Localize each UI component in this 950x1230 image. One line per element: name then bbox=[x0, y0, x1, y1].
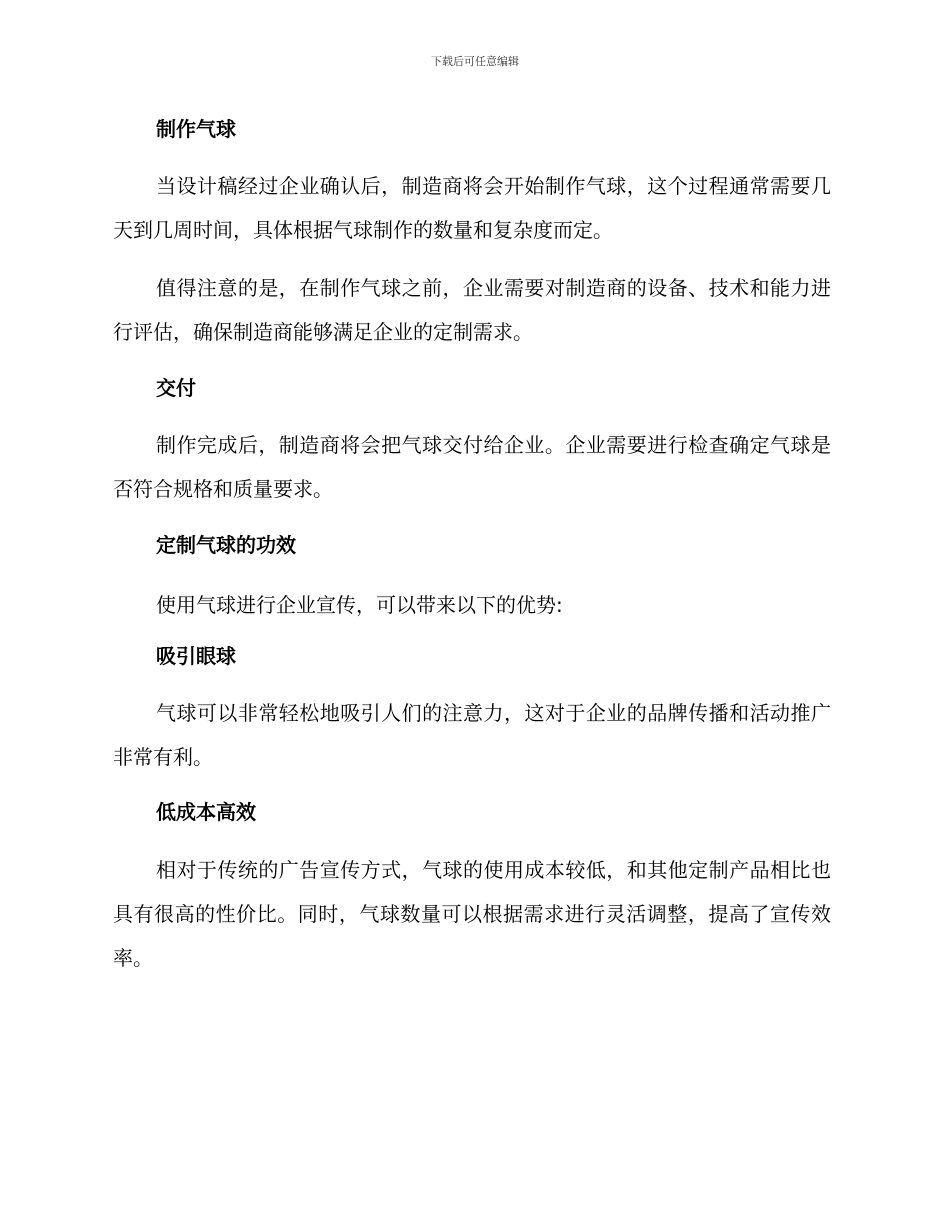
paragraph-manufacturer-evaluation: 值得注意的是，在制作气球之前，企业需要对制造商的设备、技术和能力进行评估，确保制造商能够满足企业的定制需求。 bbox=[113, 276, 831, 344]
paragraph-delivery: 制作完成后，制造商将会把气球交付给企业。企业需要进行检查确定气球是否符合规格和质量要求。 bbox=[113, 433, 831, 501]
document-body bbox=[113, 110, 831, 980]
section-heading-balloon-making: 制作气球 bbox=[156, 117, 236, 141]
paragraph-low-cost: 相对于传统的广告宣传方式，气球的使用成本较低，和其他定制产品相比也具有很高的性价比。同时，气球数量可以根据需求进行灵活调整，提高了宣传效率。 bbox=[113, 858, 831, 970]
page-header: 下载后可任意编辑 bbox=[431, 55, 519, 68]
paragraph-benefits-intro: 使用气球进行企业宣传，可以带来以下的优势: bbox=[156, 593, 563, 617]
paragraph-production-process: 当设计稿经过企业确认后，制造商将会开始制作气球，这个过程通常需要几天到几周时间，具体根据气球制作的数量和复杂度而定。 bbox=[113, 174, 831, 242]
section-heading-low-cost: 低成本高效 bbox=[156, 800, 256, 824]
section-heading-eye-catching: 吸引眼球 bbox=[156, 644, 236, 668]
paragraph-eye-catching: 气球可以非常轻松地吸引人们的注意力，这对于企业的品牌传播和活动推广非常有利。 bbox=[113, 701, 831, 769]
section-heading-delivery: 交付 bbox=[156, 376, 196, 400]
section-heading-benefits: 定制气球的功效 bbox=[156, 533, 296, 557]
